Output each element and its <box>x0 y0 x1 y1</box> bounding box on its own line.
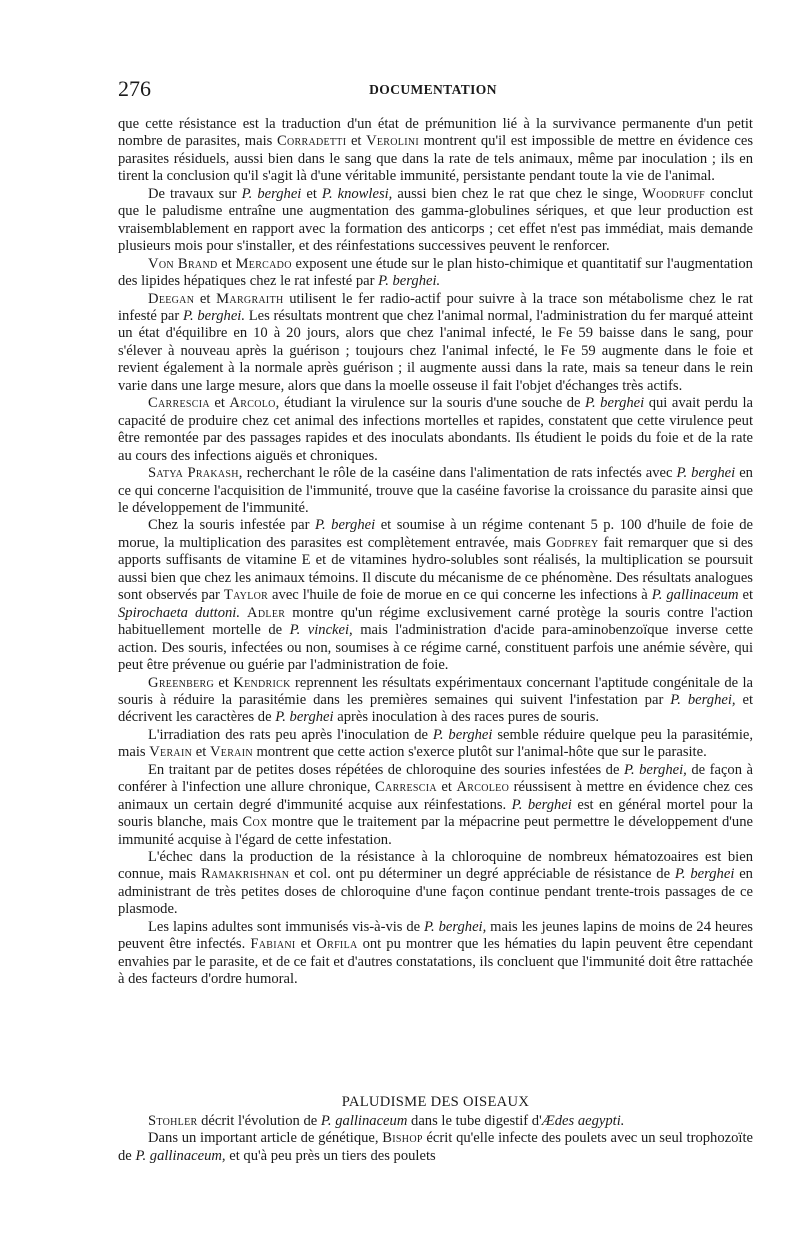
author-name: Woodruff <box>642 185 706 202</box>
running-title: DOCUMENTATION <box>369 82 497 97</box>
species-name: P. knowlesi, <box>321 185 393 202</box>
author-name: Cox <box>242 814 268 831</box>
author-name: Verain <box>149 744 193 761</box>
species-name: P. berghei <box>511 796 572 813</box>
species-name: Ædes aegypti. <box>541 1113 625 1129</box>
author-name: Taylor <box>223 587 269 604</box>
author-name: Godfrey <box>545 534 599 551</box>
species-name: P. berghei <box>676 465 736 482</box>
author-name: Greenberg <box>148 674 215 691</box>
author-name: Deegan <box>148 290 195 307</box>
author-name: Corradetti <box>276 133 347 150</box>
author-name: Verain <box>209 744 253 761</box>
author-name: Arcolo, <box>229 395 280 412</box>
section-title: PALUDISME DES OISEAUX <box>341 1094 530 1110</box>
author-name: Verolini <box>366 133 419 150</box>
species-name: Spirochaeta duttoni. <box>118 604 241 621</box>
paragraph: Satya Prakash, recherchant le rôle de la caséine dans l'alimentation de rats infectés avec P. berghei en ce qui concerne l'acquisition de l'immunité, trouve que la caséine favorise la croissance du parasite ainsi que le développement de l'immunité. <box>118 465 753 516</box>
paragraph: De travaux sur P. berghei et P. knowlesi, aussi bien chez le rat que chez le singe, Woodruff conclut que le paludisme entraîne une augmentation des gamma-globulines sériques, et que leur production est vraisemblablement en rapport avec la formation des anticorps ; cet effet n'est pas immédiat, mais demande plusieurs mois pour s'installer, et des réinfestations successives peuvent le renforcer. <box>118 185 753 255</box>
species-name: P. gallinaceum <box>651 587 739 604</box>
paragraph: Stohler décrit l'évolution de P. gallinaceum dans le tube digestif d'Ædes aegypti. <box>148 1113 625 1129</box>
section-text <box>118 1113 753 1165</box>
author-name: Ramakrishnan <box>200 866 290 883</box>
species-name: P. berghei <box>674 866 735 883</box>
author-name: Margraith <box>216 290 284 307</box>
author-name: Orfila <box>316 936 358 953</box>
paragraph: L'irradiation des rats peu après l'inoculation de P. berghei semble réduire quelque peu la parasitémie, mais Verain et Verain montrent que cette action s'exerce plutôt sur l'animal-hôte que sur le parasite. <box>118 726 754 761</box>
paragraph: Von Brand et Mercado exposent une étude sur le plan histo-chimique et quantitatif sur l'augmentation des lipides hépatiques chez le rat infesté par P. berghei. <box>118 255 753 290</box>
author-name: Von Brand <box>148 255 218 272</box>
species-name: P. gallinaceum, <box>135 1147 226 1164</box>
species-name: P. vinckei, <box>289 622 353 639</box>
species-name: P. berghei <box>275 709 334 726</box>
author-name: Carrescia <box>375 779 437 796</box>
paragraph: Greenberg et Kendrick reprennent les résultats expérimentaux concernant l'aptitude congénitale de la souris à réduire la parasitémie dans les premières semaines qui suivent l'infestation par P. berghei, et décrivent les caractères de P. berghei après inoculation à des races pures de souris. <box>118 674 754 726</box>
species-name: P. berghei <box>314 517 376 534</box>
paragraph: Les lapins adultes sont immunisés vis-à-vis de P. berghei, mais les jeunes lapins de moins de 24 heures peuvent être infectés. Fabiani et Orfila ont pu montrer que les hématies du lapin peuvent être cependant envahies par le parasite, et de ce fait et d'autres constatations, ils concluent que l'immunité doit être rattachée à des facteurs d'ordre humoral. <box>118 918 753 988</box>
species-name: P. berghei <box>241 185 302 202</box>
author-name: Stohler <box>148 1113 198 1129</box>
species-name: P. gallinaceum <box>320 1113 408 1129</box>
page-header <box>118 76 748 106</box>
main-text <box>118 116 753 989</box>
paragraph: L'échec dans la production de la résistance à la chloroquine de nombreux hématozoaires est bien connue, mais Ramakrishnan et col. ont pu déterminer un degré appréciable de résistance de P. berghei en administrant de très petites doses de chloroquine d'une façon continue pendant trente-trois passages de ce plasmode. <box>118 849 753 918</box>
species-name: P. berghei <box>432 726 493 743</box>
species-name: P. berghei. <box>378 273 441 290</box>
author-name: Adler <box>247 604 286 621</box>
author-name: Carrescia <box>148 395 210 412</box>
paragraph: Dans un important article de génétique, Bishop écrit qu'elle infecte des poulets avec un seul trophozoïte de P. gallinaceum, et qu'à peu près un tiers des poulets <box>118 1130 753 1164</box>
species-name: P. berghei, <box>670 691 736 708</box>
author-name: Fabiani <box>250 936 296 953</box>
species-name: P. berghei, <box>623 761 687 778</box>
paragraph: que cette résistance est la traduction d'un état de prémunition lié à la survivance permanente d'un petit nombre de parasites, mais Corradetti et Verolini montrent qu'il est impossible de mettre en évidence ces parasites résiduels, aussi bien dans le sang que dans la rate de tels animaux, même par inoculation ; ils en tirent la conclusion qu'il s'agit là d'une véritable immunité, persistante pendant toute la vie de l'animal. <box>118 116 754 185</box>
paragraph: En traitant par de petites doses répétées de chloroquine des souries infestées de P. berghei, de façon à conférer à l'infection une allure chronique, Carrescia et Arcoleo réussisent à mettre en évidence chez ces animaux un certain degré d'immunité acquise aux réinfestations. P. berghei est en général mortel pour la souris blanche, mais Cox montre que le traitement par la mépacrine peut permettre le développement d'une immunité acquise à l'égard de cette infestation. <box>118 761 754 848</box>
paragraph: Deegan et Margraith utilisent le fer radio-actif pour suivre à la trace son métabolisme chez le rat infesté par P. berghei. Les résultats montrent que chez l'animal normal, l'administration du fer marqué atteint un état d'équilibre en 10 à 20 jours, alors que chez l'animal infecté, le Fe 59 baisse dans le sang, pour s'élever à nouveau après la guérison ; toujours chez l'animal infecté, le Fe 59 augmente dans le foie et revient également à la normale après guérison ; il augmente aussi dans la rate, mais sa teneur dans le rein varie dans une large mesure, alors que dans la moelle osseuse il fait l'objet d'échanges très actifs. <box>118 290 753 394</box>
author-name: Bishop <box>382 1130 423 1147</box>
species-name: P. berghei. <box>182 307 246 324</box>
author-name: Satya Prakash, <box>148 465 243 482</box>
species-name: P. berghei, <box>424 918 487 935</box>
paragraph: Carrescia et Arcolo, étudiant la virulence sur la souris d'une souche de P. berghei qui avait perdu la capacité de produire chez cet animal des infections mortelles et rapides, constatent que cette virulence peut être remontée par des passages rapides et des inoculats abondants. Ils étudient le poids du foie et de la rate au cours des infections aiguës et chroniques. <box>118 395 753 464</box>
author-name: Kendrick <box>233 674 291 691</box>
paragraph: Chez la souris infestée par P. berghei et soumise à un régime contenant 5 p. 100 d'huile de foie de morue, la multiplication des parasites est complètement entravée, mais Godfrey fait remarquer que si des apports suffisants de vitamine E et de vitamines hydro-solubles sont réalisés, la multiplication se poursuit aussi bien que chez les animaux témoins. Il discute du mécanisme de ce phénomène. Des résultats analogues sont observés par Taylor avec l'huile de foie de morue en ce qui concerne les infections à P. gallinaceum et Spirochaeta duttoni. Adler montre qu'un régime exclusivement carné protège la souris contre l'action habituellement mortelle de P. vinckei, mais l'administration d'acide para-aminobenzoïque inverse cette action. Des souris, infectées ou non, soumises à ce régime carné, constituent parfois une anémie sévère, qui peut être prévenue ou guérie par l'administration de foie. <box>118 517 753 674</box>
author-name: Arcoleo <box>456 779 510 796</box>
page-number: 276 <box>118 76 151 101</box>
species-name: P. berghei <box>584 395 645 412</box>
author-name: Mercado <box>235 255 292 272</box>
